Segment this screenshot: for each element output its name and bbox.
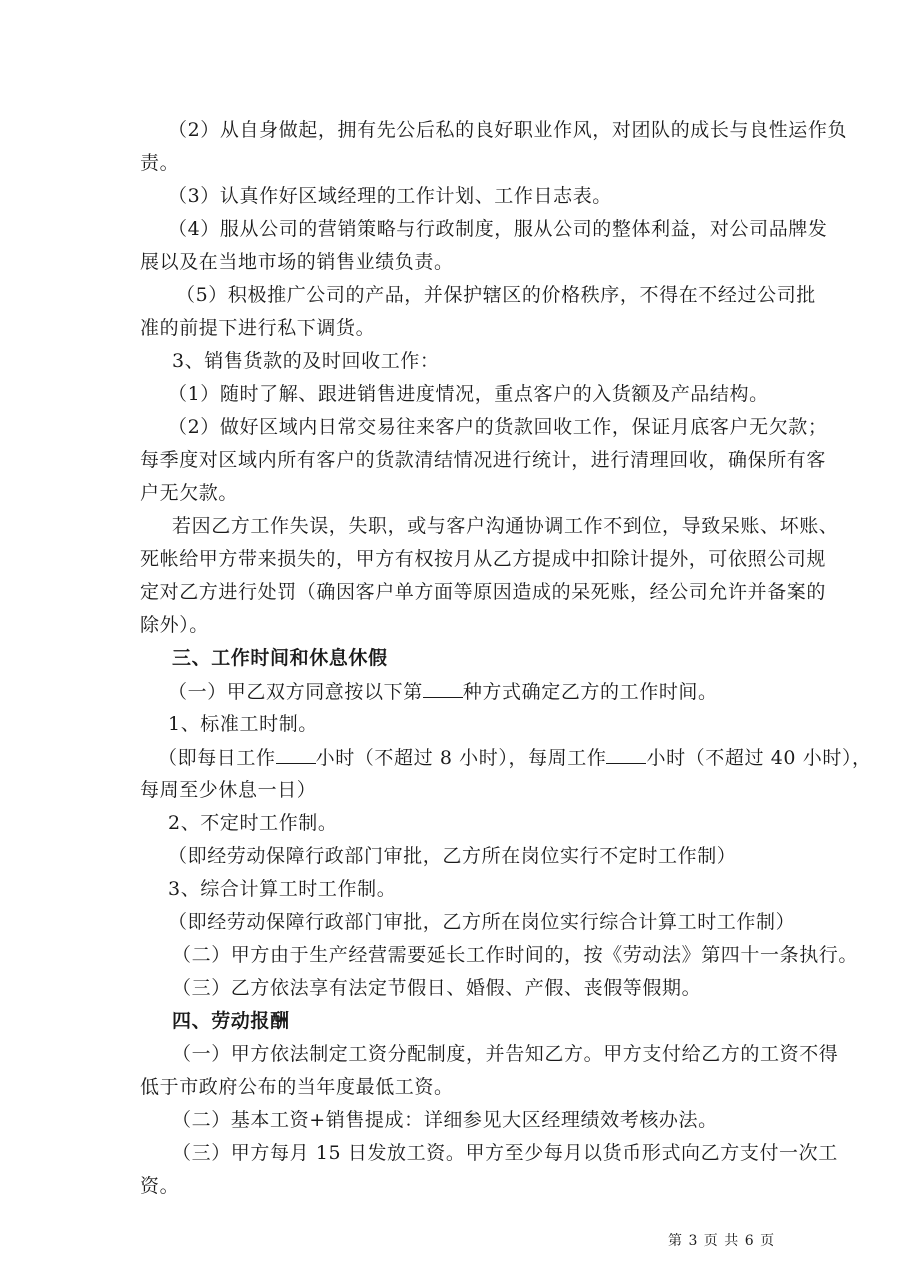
text-line: （2）从自身做起，拥有先公后私的良好职业作风，对团队的成长与良性运作负 bbox=[168, 119, 848, 141]
text-line: （即经劳动保障行政部门审批，乙方所在岗位实行不定时工作制） bbox=[168, 845, 737, 867]
text-segment: （即每日工作 bbox=[158, 747, 276, 769]
text-line: （4）服从公司的营销策略与行政制度，服从公司的整体利益，对公司品牌发 bbox=[168, 218, 828, 240]
text-line: 3、销售货款的及时回收工作： bbox=[172, 350, 440, 372]
section-heading: 三、工作时间和休息休假 bbox=[172, 647, 388, 669]
fill-blank[interactable] bbox=[423, 679, 463, 698]
text-line: 每周至少休息一日） bbox=[140, 779, 317, 801]
text-line: 定对乙方进行处罚（确因客户单方面等原因造成的呆死账，经公司允许并备案的 bbox=[140, 581, 827, 603]
text-line: 每季度对区域内所有客户的货款清结情况进行统计，进行清理回收，确保所有客 bbox=[140, 449, 827, 471]
text-line: （5）积极推广公司的产品，并保护辖区的价格秩序，不得在不经过公司批 bbox=[176, 284, 816, 306]
text-line: 准的前提下进行私下调货。 bbox=[140, 317, 376, 339]
text-segment: 种方式确定乙方的工作时间。 bbox=[462, 681, 718, 703]
section-heading: 四、劳动报酬 bbox=[172, 1010, 290, 1032]
text-line: 1、标准工时制。 bbox=[168, 713, 318, 735]
text-line: 责。 bbox=[140, 152, 180, 174]
text-line: 资。 bbox=[140, 1175, 180, 1197]
fill-blank[interactable] bbox=[606, 745, 646, 764]
text-segment: 小时（不超过 8 小时），每周工作 bbox=[315, 747, 607, 769]
text-line: （二）基本工资+销售提成：详细参见大区经理绩效考核办法。 bbox=[172, 1109, 718, 1131]
text-line: 2、不定时工作制。 bbox=[168, 812, 338, 834]
standard-hours-line bbox=[158, 745, 872, 770]
text-segment: 小时（不超过 40 小时）， bbox=[646, 747, 872, 769]
text-line: 除外）。 bbox=[140, 614, 209, 636]
page-number: 第 3 页 共 6 页 bbox=[668, 1233, 776, 1249]
text-line: 3、综合计算工时工作制。 bbox=[168, 878, 397, 900]
work-time-option-line bbox=[168, 679, 718, 704]
text-line: 若因乙方工作失误，失职，或与客户沟通协调工作不到位，导致呆账、坏账、 bbox=[172, 515, 839, 537]
text-line: 死帐给甲方带来损失的，甲方有权按月从乙方提成中扣除计提外，可依照公司规 bbox=[140, 548, 827, 570]
text-segment: （一）甲乙双方同意按以下第 bbox=[168, 681, 423, 703]
text-line: （三）甲方每月 15 日发放工资。甲方至少每月以货币形式向乙方支付一次工 bbox=[172, 1142, 838, 1164]
text-line: 户无欠款。 bbox=[140, 482, 239, 504]
text-line: （3）认真作好区域经理的工作计划、工作日志表。 bbox=[168, 185, 612, 207]
text-line: （一）甲方依法制定工资分配制度，并告知乙方。甲方支付给乙方的工资不得 bbox=[172, 1043, 839, 1065]
text-line: （即经劳动保障行政部门审批，乙方所在岗位实行综合计算工时工作制） bbox=[168, 911, 796, 933]
text-line: （2）做好区域内日常交易往来客户的货款回收工作，保证月底客户无欠款； bbox=[168, 416, 828, 438]
text-line: （1）随时了解、跟进销售进度情况，重点客户的入货额及产品结构。 bbox=[168, 383, 769, 405]
text-line: 低于市政府公布的当年度最低工资。 bbox=[140, 1076, 454, 1098]
text-line: （二）甲方由于生产经营需要延长工作时间的，按《劳动法》第四十一条执行。 bbox=[172, 944, 859, 966]
text-line: 展以及在当地市场的销售业绩负责。 bbox=[140, 251, 454, 273]
text-line: （三）乙方依法享有法定节假日、婚假、产假、丧假等假期。 bbox=[172, 977, 702, 999]
fill-blank[interactable] bbox=[276, 745, 316, 764]
